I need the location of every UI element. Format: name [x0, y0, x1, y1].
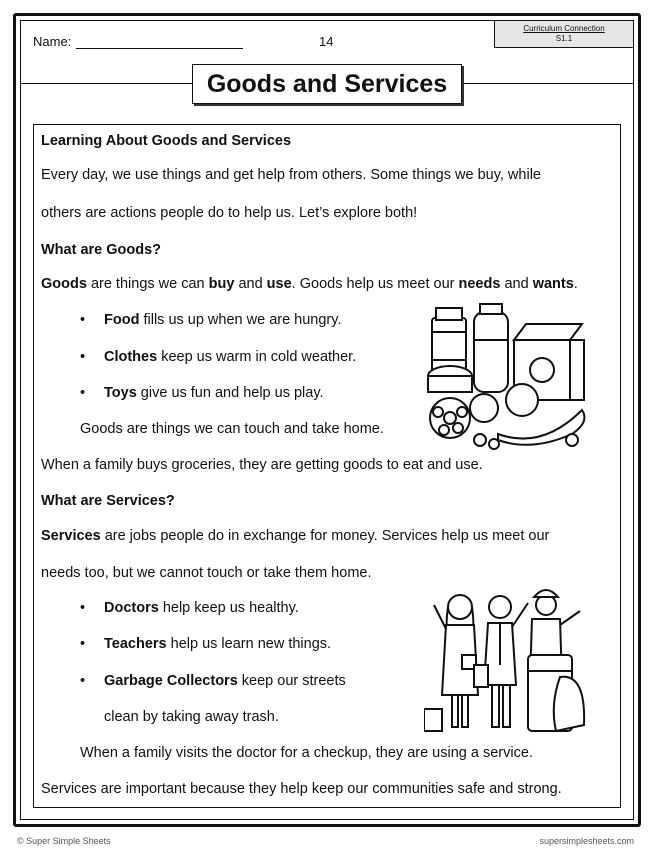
footer-copyright: © Super Simple Sheets	[17, 836, 111, 846]
services-definition: Services are jobs people do in exchange for money. Services help us meet our	[41, 528, 550, 544]
intro-line-2: others are actions people do to help us. Let’s explore both!	[41, 205, 418, 221]
curriculum-title: Curriculum Connection	[523, 24, 605, 33]
bullet: •	[80, 636, 86, 652]
workers-illustration-icon	[424, 585, 590, 737]
list-item: Clothes keep us warm in cold weather.	[104, 349, 357, 365]
list-item: Doctors help keep us healthy.	[104, 600, 299, 616]
page-number: 14	[319, 34, 334, 49]
list-item: Garbage Collectors keep our streets	[104, 673, 346, 689]
curriculum-code: S1.1	[555, 34, 573, 43]
intro-line-1: Every day, we use things and get help from others. Some things we buy, while	[41, 167, 541, 183]
list-item: Food fills us up when we are hungry.	[104, 312, 342, 328]
footer-website: supersimplesheets.com	[539, 836, 634, 846]
bullet: •	[80, 600, 86, 616]
bullet: •	[80, 673, 86, 689]
name-field-line[interactable]	[76, 48, 243, 49]
services-example: When a family visits the doctor for a checkup, they are using a service.	[80, 745, 533, 761]
list-item: Teachers help us learn new things.	[104, 636, 332, 652]
list-item-cont: clean by taking away trash.	[104, 709, 279, 725]
curriculum-connection-box	[494, 20, 634, 48]
goods-heading: What are Goods?	[41, 242, 162, 258]
goods-definition: Goods are things we can buy and use. Goods help us meet our needs and wants.	[41, 276, 578, 292]
services-definition-cont: needs too, but we cannot touch or take them home.	[41, 565, 372, 581]
page-title: Goods and Services	[206, 70, 448, 98]
list-item: Toys give us fun and help us play.	[104, 385, 324, 401]
name-label: Name:	[33, 34, 72, 49]
goods-touch-line: Goods are things we can touch and take home.	[80, 421, 384, 437]
bullet: •	[80, 349, 86, 365]
services-heading: What are Services?	[41, 493, 175, 509]
bullet: •	[80, 312, 86, 328]
title-box	[192, 64, 462, 104]
bullet: •	[80, 385, 86, 401]
services-closing: Services are important because they help keep our communities safe and strong.	[41, 781, 562, 797]
goods-example: When a family buys groceries, they are getting goods to eat and use.	[41, 457, 483, 473]
groceries-illustration-icon	[422, 300, 592, 450]
section-heading: Learning About Goods and Services	[41, 133, 292, 149]
